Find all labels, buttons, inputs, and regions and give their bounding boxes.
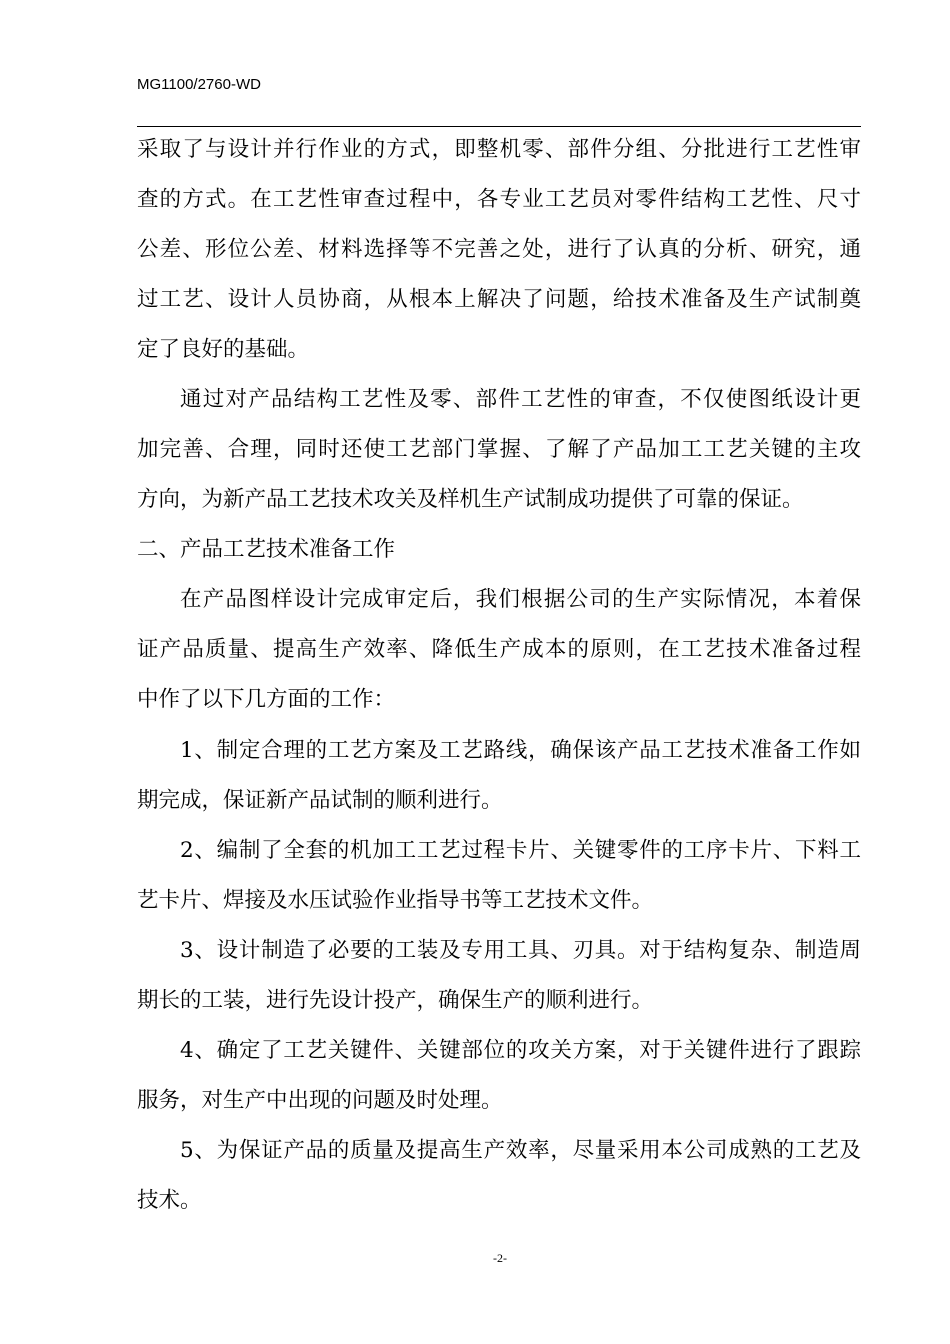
body-line: 中作了以下几方面的工作： — [137, 687, 396, 712]
list-item-line: 4、确定了工艺关键件、关键部位的攻关方案，对于关键件进行了跟踪 — [180, 1038, 861, 1063]
page-number: -2- — [493, 1251, 507, 1265]
list-item-line: 期完成，保证新产品试制的顺利进行。 — [137, 788, 503, 813]
document-code: MG1100/2760-WD — [137, 76, 261, 93]
body-line: 采取了与设计并行作业的方式，即整机零、部件分组、分批进行工艺性审 — [137, 137, 861, 162]
body-line: 在产品图样设计完成审定后，我们根据公司的生产实际情况，本着保 — [180, 587, 861, 612]
section-heading: 二、产品工艺技术准备工作 — [137, 537, 396, 562]
body-line: 证产品质量、提高生产效率、降低生产成本的原则，在工艺技术准备过程 — [137, 637, 861, 662]
header-divider — [137, 126, 861, 127]
body-line: 加完善、合理，同时还使工艺部门掌握、了解了产品加工工艺关键的主攻 — [137, 437, 861, 462]
list-item-line: 1、制定合理的工艺方案及工艺路线，确保该产品工艺技术准备工作如 — [180, 738, 861, 763]
body-line: 方向，为新产品工艺技术攻关及样机生产试制成功提供了可靠的保证。 — [137, 487, 804, 512]
body-line: 公差、形位公差、材料选择等不完善之处，进行了认真的分析、研究，通 — [137, 237, 861, 262]
body-line: 定了良好的基础。 — [137, 337, 310, 362]
list-item-line: 服务，对生产中出现的问题及时处理。 — [137, 1088, 503, 1113]
body-line: 通过对产品结构工艺性及零、部件工艺性的审查，不仅使图纸设计更 — [180, 387, 861, 412]
list-item-line: 期长的工装，进行先设计投产，确保生产的顺利进行。 — [137, 988, 654, 1013]
body-line: 过工艺、设计人员协商，从根本上解决了问题，给技术准备及生产试制奠 — [137, 287, 861, 312]
list-item-line: 5、为保证产品的质量及提高生产效率，尽量采用本公司成熟的工艺及 — [180, 1138, 861, 1163]
list-item-line: 艺卡片、焊接及水压试验作业指导书等工艺技术文件。 — [137, 888, 654, 913]
list-item-line: 2、编制了全套的机加工工艺过程卡片、关键零件的工序卡片、下料工 — [180, 838, 861, 863]
list-item-line: 技术。 — [137, 1188, 202, 1213]
list-item-line: 3、设计制造了必要的工装及专用工具、刃具。对于结构复杂、制造周 — [180, 938, 861, 963]
body-line: 查的方式。在工艺性审查过程中，各专业工艺员对零件结构工艺性、尺寸 — [137, 187, 861, 212]
